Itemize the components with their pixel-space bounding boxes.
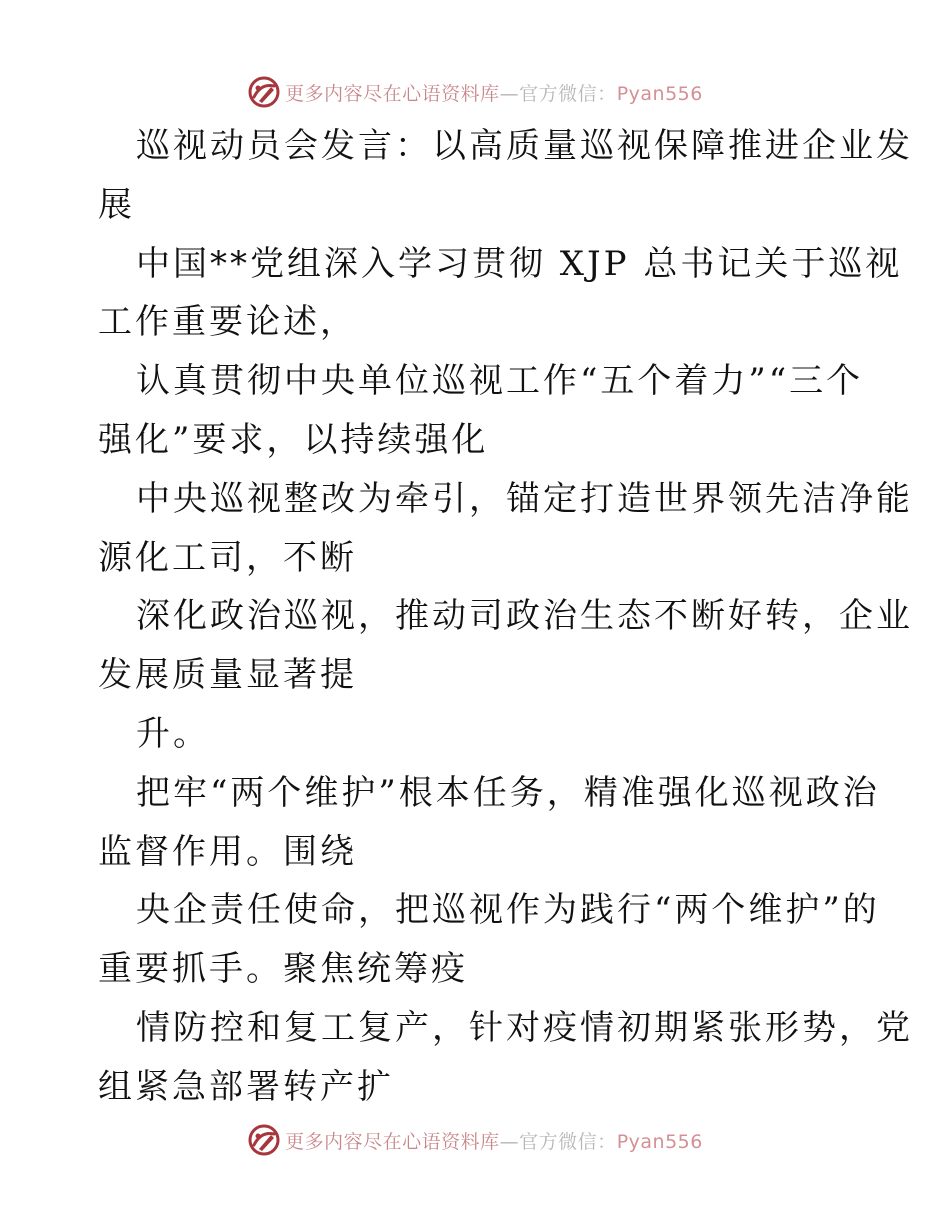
document-line: 源化工司，不断 [98,537,357,578]
footer-banner-wechat: 官方微信： [519,1130,617,1153]
header-banner-id: Pyan556 [616,82,703,105]
footer-banner-main: 更多内容尽在心语资料库 [285,1130,500,1153]
footer-banner-id: Pyan556 [616,1130,703,1153]
document-line: 认真贯彻中央单位巡视工作“五个着力”“三个 [136,361,864,402]
document-line: 重要抓手。聚焦统筹疫 [98,949,468,990]
document-line: 强化”要求，以持续强化 [98,419,489,460]
footer-banner [0,1118,950,1162]
document-line: 情防控和复工复产，针对疫情初期紧张形势，党 [136,1007,913,1048]
document-line: 巡视动员会发言：以高质量巡视保障推进企业发 [136,126,913,166]
document-line: 央企责任使命，把巡视作为践行“两个维护”的 [136,890,880,931]
document-line: 展 [98,184,135,225]
document-line: 把牢“两个维护”根本任务，精准强化巡视政治 [136,772,880,813]
document-body [98,117,913,1117]
document-line: 中国**党组深入学习贯彻 XJP 总书记关于巡视 [136,243,903,284]
document-line: 监督作用。围绕 [98,831,357,872]
footer-banner-text [285,1127,703,1154]
header-banner-main: 更多内容尽在心语资料库 [285,82,500,105]
document-line: 发展质量显著提 [98,655,357,696]
pen-seal-logo-icon [247,1123,281,1157]
header-banner-text [285,79,703,106]
pen-seal-logo-icon [247,75,281,109]
header-banner [0,70,950,114]
document-line: 组紧急部署转产扩 [98,1066,394,1107]
document-line: 深化政治巡视，推动司政治生态不断好转，企业 [136,596,913,637]
header-banner-wechat: 官方微信： [519,82,617,105]
header-banner-dash: — [499,82,520,105]
document-line: 中央巡视整改为牵引，锚定打造世界领先洁净能 [136,478,913,519]
document-line: 升。 [136,713,210,754]
footer-banner-dash: — [499,1130,520,1153]
document-line: 工作重要论述， [98,302,357,343]
